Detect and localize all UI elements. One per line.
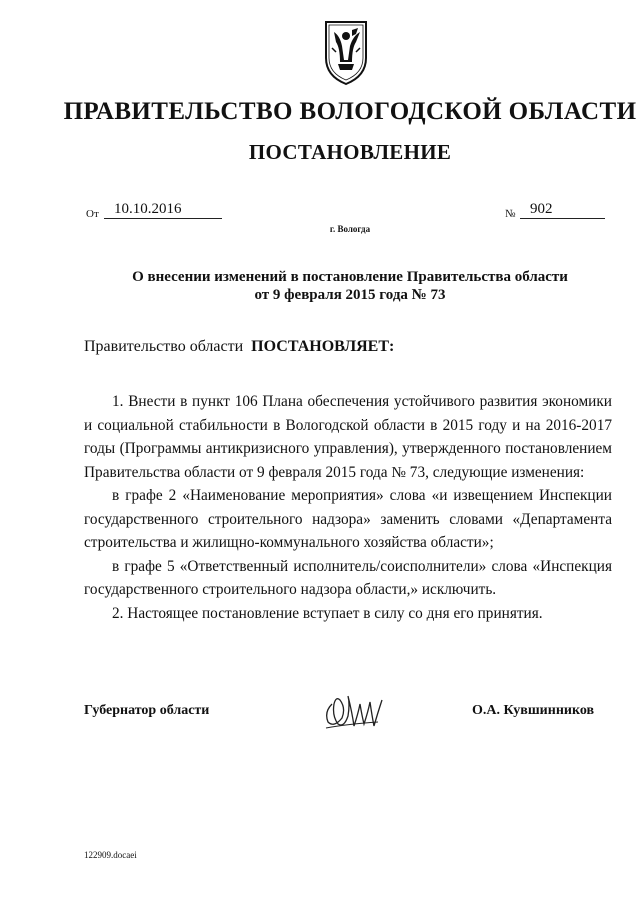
date-label: От — [86, 208, 99, 220]
signer-title: Губернатор области — [84, 703, 210, 718]
body-paragraph-1: 1. Внести в пункт 106 Плана обеспечения устойчивого развития экономики и социальной стабильности в Вологодской области в 2015 году и на 2016-2017 годы (Программы антикризисного управления), утвержденного постановлением Правительства области от 9 февраля 2015 года № 73, следующие изменения: — [84, 393, 612, 481]
document-number: 902 — [520, 200, 605, 219]
number-label: № — [505, 208, 516, 220]
body-paragraph-4: 2. Настоящее постановление вступает в силу со дня его принятия. — [112, 604, 543, 622]
city-label: г. Вологда — [329, 224, 371, 234]
document-type: ПОСТАНОВЛЕНИЕ — [248, 140, 452, 164]
preamble-text: Правительство области — [84, 338, 244, 355]
signer-name: О.А. Кувшинников — [472, 703, 595, 718]
government-title: ПРАВИТЕЛЬСТВО ВОЛОГОДСКОЙ ОБЛАСТИ — [63, 98, 637, 125]
subject-line-1: О внесении изменений в постановление Правительства области — [132, 269, 568, 285]
subject-line-2: от 9 февраля 2015 года № 73 — [254, 287, 446, 303]
coat-of-arms-icon — [322, 18, 370, 88]
file-reference: 122909.docaei — [84, 850, 137, 860]
document-subject — [0, 268, 640, 304]
preamble — [84, 338, 394, 356]
document-body — [84, 390, 612, 625]
preamble-resolves: ПОСТАНОВЛЯЕТ: — [251, 338, 395, 355]
document-date: 10.10.2016 — [104, 200, 222, 219]
signature-icon — [318, 682, 390, 734]
body-paragraph-2: в графе 2 «Наименование мероприятия» слова «и извещением Инспекции государственного строительного надзора» заменить словами «Департамента строительства и жилищно-коммунального хозяйства области»; — [84, 487, 612, 551]
body-paragraph-3: в графе 5 «Ответственный исполнитель/соисполнители» слова «Инспекция государственного строительного надзора области,» исключить. — [84, 557, 612, 598]
